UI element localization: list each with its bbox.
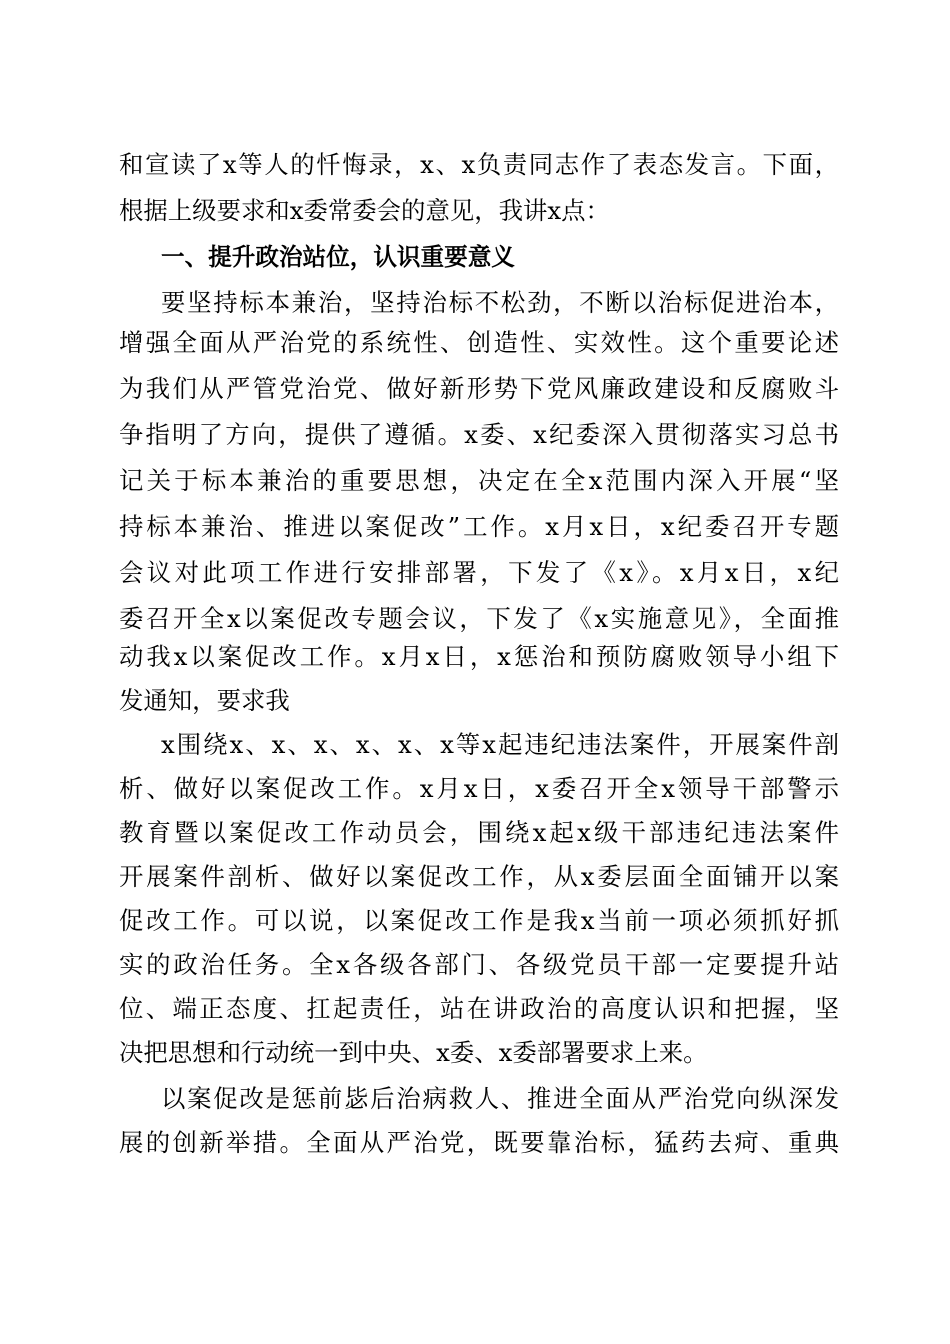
text-line: 会议对此项工作进行安排部署，下发了《x》。x月x日，x纪 <box>119 558 839 587</box>
text-line: 动我x以案促改工作。x月x日，x惩治和预防腐败领导小组下 <box>119 642 839 671</box>
text-line: 位、端正态度、扛起责任，站在讲政治的高度认识和把握，坚 <box>119 994 839 1023</box>
section-heading: 一、提升政治站位，认识重要意义 <box>161 243 515 271</box>
text-line: 发通知，要求我 <box>119 686 290 715</box>
text-line: 增强全面从严治党的系统性、创造性、实效性。这个重要论述 <box>119 328 839 357</box>
text-line: 委召开全x以案促改专题会议，下发了《x实施意见》，全面推 <box>119 604 839 633</box>
text-line: 以案促改是惩前毖后治病救人、推进全面从严治党向纵深发 <box>161 1084 839 1113</box>
text-line: 根据上级要求和x委常委会的意见，我讲x点： <box>119 196 610 225</box>
text-line: 析、做好以案促改工作。x月x日，x委召开全x领导干部警示 <box>119 774 839 803</box>
text-line: 为我们从严管党治党、做好新形势下党风廉政建设和反腐败斗 <box>119 374 839 403</box>
text-line: 持标本兼治、推进以案促改”工作。x月x日，x纪委召开专题 <box>119 512 839 541</box>
text-line: x围绕x、x、x、x、x、x等x起违纪违法案件，开展案件剖 <box>161 730 839 759</box>
text-line: 展的创新举措。全面从严治党，既要靠治标，猛药去疴、重典 <box>119 1128 839 1157</box>
text-line: 实的政治任务。全x各级各部门、各级党员干部一定要提升站 <box>119 950 839 979</box>
text-line: 促改工作。可以说，以案促改工作是我x当前一项必须抓好抓 <box>119 906 839 935</box>
text-line: 记关于标本兼治的重要思想，决定在全x范围内深入开展“坚 <box>119 466 839 495</box>
text-line: 教育暨以案促改工作动员会，围绕x起x级干部违纪违法案件 <box>119 818 839 847</box>
text-line: 决把思想和行动统一到中央、x委、x委部署要求上来。 <box>119 1038 708 1067</box>
text-line: 要坚持标本兼治，坚持治标不松劲，不断以治标促进治本， <box>161 288 839 317</box>
text-line: 和宣读了x等人的忏悔录，x、x负责同志作了表态发言。下面， <box>119 150 839 179</box>
text-line: 开展案件剖析、做好以案促改工作，从x委层面全面铺开以案 <box>119 862 839 891</box>
text-line: 争指明了方向，提供了遵循。x委、x纪委深入贯彻落实习总书 <box>119 420 839 449</box>
